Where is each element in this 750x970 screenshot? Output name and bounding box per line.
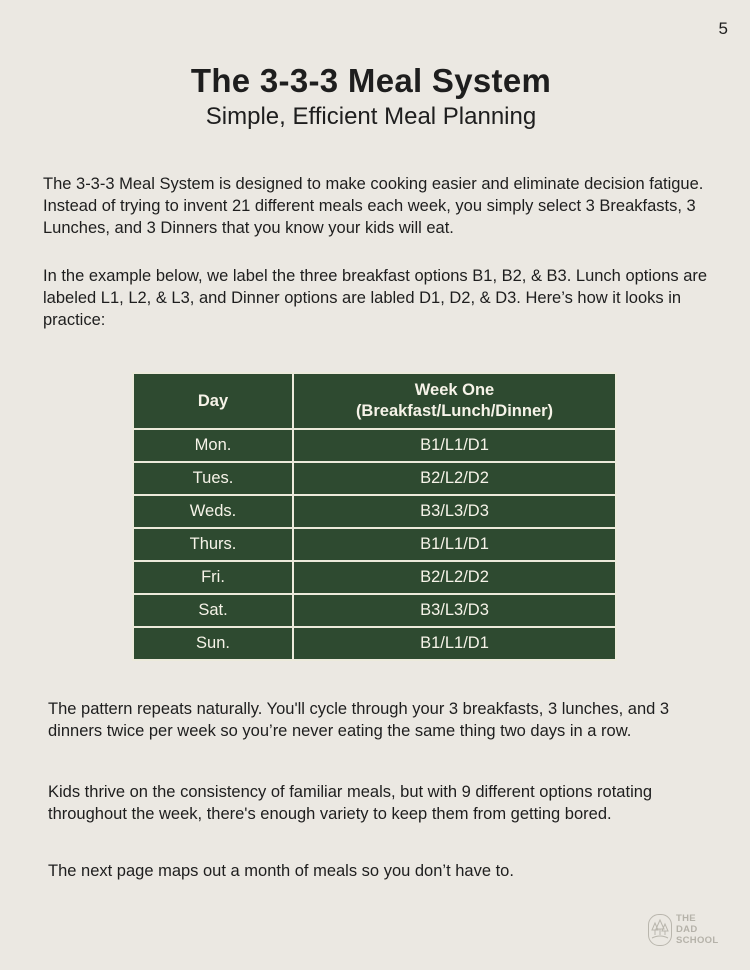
- meals-cell: B1/L1/D1: [293, 429, 616, 462]
- intro-paragraph-2: In the example below, we label the three breakfast options B1, B2, & B3. Lunch options are labeled L1, L2, & L3, and Dinner options are labled D1, D2, & D3. Here’s how it looks in practice:: [43, 267, 708, 329]
- page-subtitle: Simple, Efficient Meal Planning: [205, 103, 537, 130]
- day-cell: Mon.: [133, 429, 293, 462]
- outro-paragraph-1: The pattern repeats naturally. You'll cycle through your 3 breakfasts, 3 lunches, and 3 dinners twice per week so you’re never eating the same thing two days in a row.: [48, 700, 670, 740]
- meals-cell: B2/L2/D2: [293, 462, 616, 495]
- forest-badge-svg: [649, 915, 671, 945]
- table-row: [133, 462, 616, 495]
- table-row: [133, 561, 616, 594]
- header-week-line1: Week One: [414, 381, 495, 399]
- page-title: The 3-3-3 Meal System: [190, 62, 552, 99]
- logo-line-2: DAD: [676, 924, 698, 935]
- header-day: Day: [133, 373, 293, 429]
- table-header-row: [133, 373, 616, 429]
- meals-cell: B3/L3/D3: [293, 495, 616, 528]
- logo-wordmark: [676, 913, 718, 946]
- page-number: 5: [718, 19, 728, 38]
- header-week-line2: (Breakfast/Lunch/Dinner): [355, 402, 554, 420]
- table-row: [133, 429, 616, 462]
- outro-paragraph-2: Kids thrive on the consistency of familiar meals, but with 9 different options rotating throughout the week, there's enough variety to keep them from getting bored.: [48, 783, 653, 823]
- intro-paragraph-1: The 3-3-3 Meal System is designed to make cooking easier and eliminate decision fatigue. Instead of trying to invent 21 different meals each week, you simply select 3 Breakfasts, 3 Lunches, and 3 Dinners that you know your kids will eat.: [43, 175, 704, 237]
- day-cell: Fri.: [133, 561, 293, 594]
- table-row: [133, 594, 616, 627]
- meals-cell: B1/L1/D1: [293, 627, 616, 660]
- table-row: [133, 528, 616, 561]
- forest-badge-icon: [648, 914, 672, 946]
- day-cell: Thurs.: [133, 528, 293, 561]
- header-week-one: [293, 373, 616, 429]
- table-row: [133, 495, 616, 528]
- logo-line-1: THE: [676, 913, 696, 924]
- meals-cell: B1/L1/D1: [293, 528, 616, 561]
- day-cell: Tues.: [133, 462, 293, 495]
- outro-paragraph-3: The next page maps out a month of meals so you don’t have to.: [48, 862, 514, 880]
- meals-cell: B3/L3/D3: [293, 594, 616, 627]
- day-cell: Weds.: [133, 495, 293, 528]
- logo-line-3: SCHOOL: [676, 935, 719, 946]
- day-cell: Sat.: [133, 594, 293, 627]
- meal-schedule-table: [132, 372, 617, 661]
- table-row: [133, 627, 616, 660]
- meals-cell: B2/L2/D2: [293, 561, 616, 594]
- day-cell: Sun.: [133, 627, 293, 660]
- dad-school-logo: [648, 912, 728, 948]
